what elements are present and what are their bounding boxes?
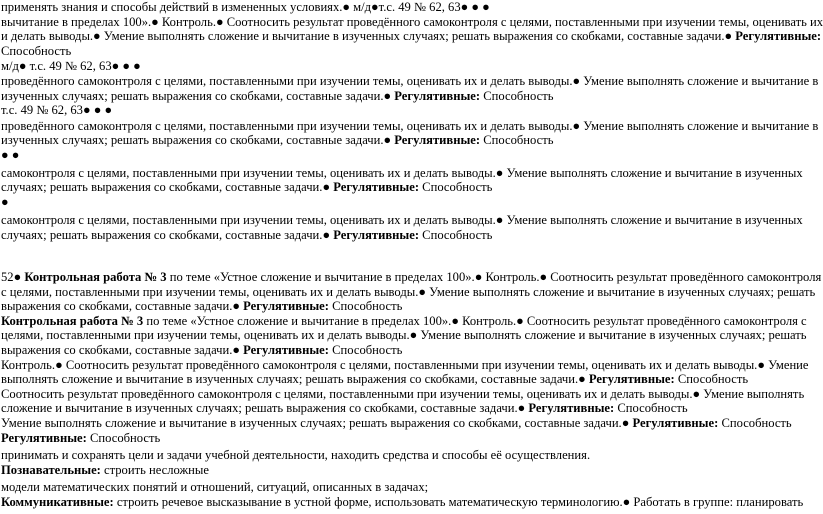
text-span: выражения со скобками, составные задачи.● [1, 342, 244, 357]
communicative-label: Коммуникативные: [1, 494, 114, 509]
text-span: и делать выводы.● Умение выполнять сложение и вычитание в изученных случаях; решать выражения со скобками, составные задачи.● [1, 29, 736, 44]
text-span: Способность [328, 342, 403, 357]
text-line [1, 495, 812, 510]
text-line [1, 401, 812, 416]
text-span: Способность [419, 227, 493, 242]
text-line: самоконтроля с целями, поставленными при изучении темы, оценивать их и делать выводы.● Умение выполнять сложение и вычитание в изученных [1, 213, 803, 228]
text-line [1, 133, 812, 148]
text-line: целями, поставленными при изучении темы, оценивать их и делать выводы.● Умение выполнять сложение и вычитание в изученных случаях; решать [1, 328, 807, 343]
text-span: изученных случаях; решать выражения со скобками, составные задачи.● [1, 88, 395, 103]
text-span: Способность [328, 299, 403, 314]
regulative-label: Регулятивные: [528, 401, 615, 416]
text-line: применять знания и способы действий в измененных условиях.● м/д●т.с. 49 № 62, 63● ● ● [1, 0, 490, 14]
text-span: по теме «Устное сложение и вычитание в пределах 100».● Контроль.● Соотносить результат проведённого самоконтроля [166, 270, 822, 284]
regulative-label: Регулятивные: [394, 133, 481, 148]
text-span: сложение и вычитание в изученных случаях; решать выражения со скобками, составные задачи.● [1, 401, 529, 416]
regulative-label: Регулятивные: [333, 227, 420, 242]
regulative-label: Регулятивные: [1, 430, 87, 445]
text-span: Способность [86, 430, 161, 445]
text-line: Соотносить результат проведённого самоконтроля с целями, поставленными при изучении темы, оценивать их и делать выводы.● Умение выполнять [1, 386, 805, 401]
text-span: выполнять сложение и вычитание в изученных случаях; решать выражения со скобками, составные задачи.● [1, 372, 589, 387]
regulative-label: Регулятивные: [735, 29, 822, 44]
text-span: Умение выполнять сложение и вычитание в изученных случаях; решать выражения со скобками, составные задачи.● [1, 415, 633, 430]
text-span: Способность [614, 401, 688, 416]
text-span: Способность [674, 372, 749, 387]
text-line [1, 431, 812, 446]
text-line: т.с. 49 № 62, 63● ● ● [1, 103, 113, 118]
text-line [1, 463, 812, 478]
cognitive-label: Познавательные: [1, 462, 101, 477]
regulative-label: Регулятивные: [394, 88, 481, 103]
text-line: с целями, поставленными при изучении темы, оценивать их и делать выводы.● Умение выполнять сложение и вычитание в изученных случаях; решать [1, 284, 816, 299]
text-line [1, 299, 812, 314]
text-span: строить несложные [100, 462, 209, 477]
text-line: вычитание в пределах 100».● Контроль.● Соотносить результат проведённого самоконтроля с целями, поставленными при изучении темы, оценивать их [1, 14, 823, 29]
text-span: строить речевое высказывание в устной форме, использовать математическую терминологию.● Работать в группе: планировать [113, 494, 804, 509]
text-span: Способность [718, 415, 792, 430]
text-line: модели математических понятий и отношений, ситуаций, описанных в задачах; [1, 480, 429, 495]
text-line [1, 372, 812, 387]
text-span: выражения со скобками, составные задачи.● [1, 299, 244, 314]
regulative-label: Регулятивные: [588, 372, 675, 387]
text-span: Способность [480, 133, 554, 148]
text-span: случаях; решать выражения со скобками, составные задачи.● [1, 180, 334, 195]
text-line [1, 314, 812, 329]
text-span: по теме «Устное сложение и вычитание в пределах 100».● Контроль.● Соотносить результат проведённого самоконтроля с [143, 313, 807, 328]
lower-fragments [0, 270, 822, 510]
text-line [1, 89, 812, 104]
regulative-label: Регулятивные: [243, 342, 329, 357]
text-line [1, 180, 812, 195]
text-span: случаях; решать выражения со скобками, составные задачи.● [1, 227, 334, 242]
test-title: Контрольная работа № 3 [1, 313, 144, 328]
text-line: Способность [1, 43, 72, 58]
text-line: принимать и сохранять цели и задачи учебной деятельности, находить средства и способы её осуществления. [1, 448, 591, 463]
text-line: м/д● т.с. 49 № 62, 63● ● ● [1, 59, 141, 74]
text-line [1, 228, 812, 243]
text-span: изученных случаях; решать выражения со скобками, составные задачи.● [1, 133, 395, 148]
text-line: проведённого самоконтроля с целями, поставленными при изучении темы, оценивать их и делать выводы.● Умение выполнять сложение и вычитание в [1, 73, 819, 88]
text-line [1, 416, 812, 431]
regulative-label: Регулятивные: [243, 299, 329, 314]
text-line: проведённого самоконтроля с целями, поставленными при изучении темы, оценивать их и делать выводы.● Умение выполнять сложение и вычитание в [1, 118, 819, 133]
lesson-number: 52● [1, 270, 25, 284]
text-line: ● [1, 194, 9, 209]
lesson-52-heading [1, 270, 822, 285]
text-line [1, 29, 822, 44]
regulative-label: Регулятивные: [632, 415, 719, 430]
regulative-label: Регулятивные: [333, 180, 420, 195]
test-title: Контрольная работа № 3 [24, 270, 167, 284]
text-span: Способность [480, 88, 554, 103]
upper-fragments [0, 0, 823, 243]
text-line: ● ● [1, 147, 20, 162]
text-line: самоконтроля с целями, поставленными при изучении темы, оценивать их и делать выводы.● Умение выполнять сложение и вычитание в изученных [1, 165, 803, 180]
text-line: Контроль.● Соотносить результат проведённого самоконтроля с целями, поставленными при изучении темы, оценивать их и делать выводы.● Умение [1, 357, 809, 372]
text-span: Способность [419, 180, 493, 195]
text-line [1, 343, 812, 358]
